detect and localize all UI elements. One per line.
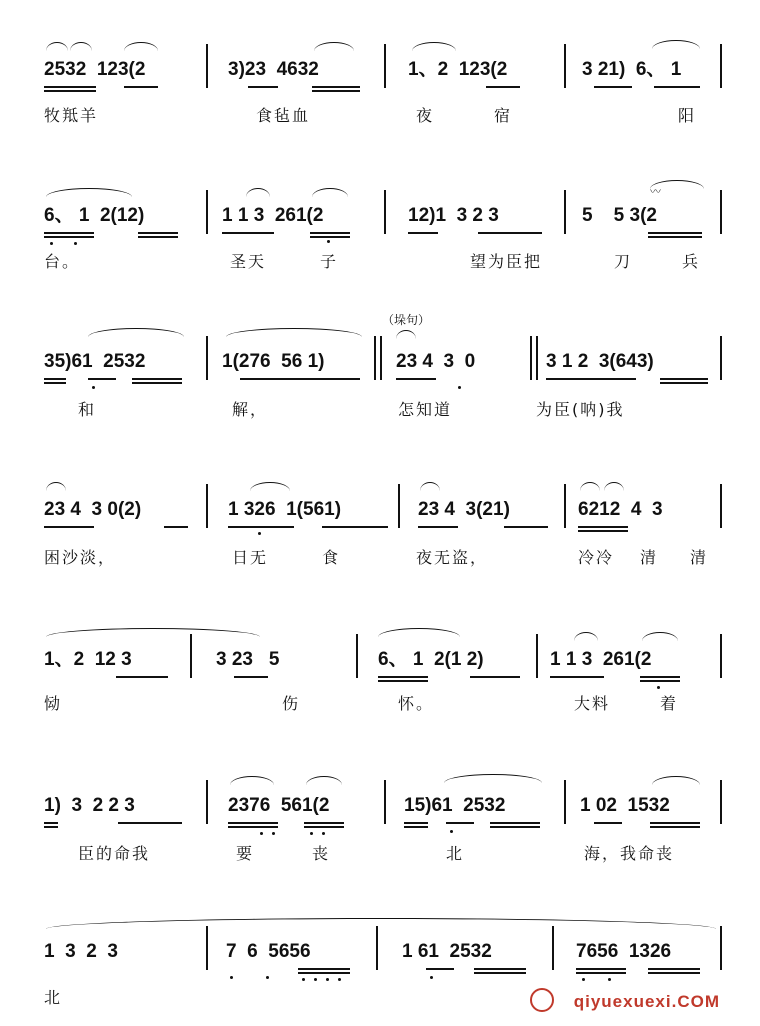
dot (314, 978, 317, 981)
barline (720, 190, 722, 234)
underline (248, 86, 278, 88)
barline (206, 336, 208, 380)
lyric: 食 (322, 548, 341, 567)
barline (720, 484, 722, 528)
lyric: 刀 (614, 252, 633, 271)
underline (304, 822, 344, 824)
lyric: 子 (320, 252, 339, 271)
barline (384, 190, 386, 234)
underline (404, 826, 428, 828)
underline (44, 90, 96, 92)
slur (250, 482, 290, 491)
underline (490, 822, 540, 824)
underline (504, 526, 548, 528)
dot (582, 978, 585, 981)
slur (46, 482, 66, 491)
underline (228, 822, 278, 824)
underline (578, 530, 628, 532)
slur (574, 632, 598, 641)
underline (640, 680, 680, 682)
slur (46, 42, 68, 51)
underline (576, 972, 626, 974)
barline (206, 44, 208, 88)
underline (404, 822, 428, 824)
slur (246, 188, 270, 197)
underline (650, 826, 700, 828)
barline (206, 484, 208, 528)
underline (44, 236, 94, 238)
slur (226, 328, 362, 337)
slur (46, 628, 260, 637)
underline (648, 236, 702, 238)
measure-3: 6、 1 2(1 2) (378, 649, 484, 670)
underline (408, 232, 438, 234)
underline (486, 86, 520, 88)
slur (70, 42, 92, 51)
lyric: 大料 (574, 694, 611, 713)
slur (312, 188, 348, 197)
underline (396, 378, 436, 380)
underline (654, 86, 700, 88)
barline (564, 190, 566, 234)
lyric: 夜无盗， (416, 548, 489, 567)
slur (652, 776, 700, 785)
underline (594, 822, 622, 824)
dot (326, 978, 329, 981)
dot (310, 832, 313, 835)
ornament-mark: 〰 (650, 185, 661, 198)
underline (474, 972, 526, 974)
underline (44, 826, 58, 828)
measure-2: 1(276 56 1) (222, 351, 325, 372)
underline (298, 968, 350, 970)
underline (132, 378, 182, 380)
slur (444, 774, 542, 783)
lyric: 为臣(呐)我 (536, 400, 625, 419)
lyric: 兵 (682, 252, 701, 271)
dot (430, 976, 433, 979)
underline (228, 526, 294, 528)
barline (720, 926, 722, 970)
underline (660, 378, 708, 380)
underline (44, 526, 94, 528)
measure-4: 3 21) 6、 1 (582, 59, 682, 80)
slur (306, 776, 342, 785)
measure-3: 12)1 3 2 3 (408, 205, 499, 226)
barline (536, 634, 538, 678)
dot (260, 832, 263, 835)
barline (206, 780, 208, 824)
underline (138, 232, 178, 234)
measure-4: 3 1 2 3(643) (546, 351, 654, 372)
lyric: 望为臣把 (470, 252, 543, 271)
underline (378, 680, 428, 682)
dot (338, 978, 341, 981)
dot (302, 978, 305, 981)
underline (222, 232, 274, 234)
dot (50, 242, 53, 245)
underline (490, 826, 540, 828)
measure-2: 3)23 4632 (228, 59, 319, 80)
barline (564, 44, 566, 88)
measure-4: 1 1 3 261(2 (550, 649, 652, 670)
slur (396, 330, 416, 339)
underline (470, 676, 520, 678)
measure-3: 1 61 2532 (402, 941, 492, 962)
dot (458, 386, 461, 389)
barline (190, 634, 192, 678)
measure-1: 2532 123(2 (44, 59, 146, 80)
underline (44, 382, 66, 384)
lyric: 清 (640, 548, 659, 567)
underline (650, 822, 700, 824)
measure-4: 5 5 3(2 (582, 205, 657, 226)
barline (380, 336, 382, 380)
lyric: 要 (236, 844, 255, 863)
lyric: 着 (660, 694, 679, 713)
underline (298, 972, 350, 974)
underline (660, 382, 708, 384)
underline (648, 972, 700, 974)
barline (398, 484, 400, 528)
barline (720, 780, 722, 824)
underline (474, 968, 526, 970)
underline (310, 236, 350, 238)
dot (92, 386, 95, 389)
barline (564, 484, 566, 528)
barline (384, 780, 386, 824)
underline (578, 526, 628, 528)
dot (258, 532, 261, 535)
slur (378, 628, 460, 637)
underline (44, 86, 96, 88)
measure-1: 1 3 2 3 (44, 941, 118, 962)
underline (478, 232, 542, 234)
lyric: 怎知道 (398, 400, 453, 419)
underline (234, 676, 268, 678)
dot (608, 978, 611, 981)
slur (124, 42, 158, 51)
slur (46, 918, 716, 929)
dot (74, 242, 77, 245)
lyric: 日无 (232, 548, 269, 567)
underline (116, 676, 168, 678)
underline (228, 826, 278, 828)
underline (88, 378, 116, 380)
barline (720, 336, 722, 380)
underline (132, 382, 182, 384)
measure-3: 1、2 123(2 (408, 59, 508, 80)
underline (44, 378, 66, 380)
underline (640, 676, 680, 678)
lyric: 台。 (44, 252, 81, 271)
lyric: 食毡血 (256, 106, 311, 125)
slur (652, 40, 700, 49)
measure-3: 23 4 3 0 (396, 351, 476, 372)
underline (648, 232, 702, 234)
underline (118, 822, 182, 824)
watermark: qiyuexuexi.COM (573, 992, 720, 1011)
dot (322, 832, 325, 835)
measure-1: 1、2 12 3 (44, 649, 132, 670)
lyric: 牧羝羊 (44, 106, 99, 125)
lyric: 恸 (44, 694, 63, 713)
barline (536, 336, 538, 380)
lyric: 困沙淡， (44, 548, 117, 567)
measure-3: 23 4 3(21) (418, 499, 510, 520)
lyric: 丧 (312, 844, 331, 863)
slur (642, 632, 678, 641)
barline (564, 780, 566, 824)
measure-1: 35)61 2532 (44, 351, 146, 372)
dot (272, 832, 275, 835)
lyric: 北 (44, 988, 63, 1007)
lyric: 夜 (416, 106, 435, 125)
lyric: 伤 (282, 694, 301, 713)
underline (378, 676, 428, 678)
slur (412, 42, 456, 51)
measure-4: 1 02 1532 (580, 795, 670, 816)
underline (426, 968, 454, 970)
lyric: 清 (690, 548, 709, 567)
barline (356, 634, 358, 678)
underline (124, 86, 158, 88)
slur (88, 328, 184, 337)
slur (314, 42, 354, 51)
dot (266, 976, 269, 979)
lyric: 臣的命我 (78, 844, 151, 863)
measure-2: 1 326 1(561) (228, 499, 342, 520)
underline (164, 526, 188, 528)
lyric: 怀。 (398, 694, 435, 713)
dot (230, 976, 233, 979)
underline (648, 968, 700, 970)
measure-1: 23 4 3 0(2) (44, 499, 142, 520)
barline (720, 634, 722, 678)
measure-2: 3 23 5 (216, 649, 280, 670)
barline (552, 926, 554, 970)
lyric: 阳 (678, 106, 697, 125)
barline (376, 926, 378, 970)
dot (327, 240, 330, 243)
lyric: 冷冷 (578, 548, 615, 567)
lyric: 和 (78, 400, 97, 419)
underline (446, 822, 474, 824)
lyric: 解， (232, 400, 269, 419)
slur (420, 482, 440, 491)
underline (594, 86, 632, 88)
logo-icon (530, 988, 554, 1012)
dot (657, 686, 660, 689)
barline (206, 190, 208, 234)
underline (44, 822, 58, 824)
measure-2: 2376 561(2 (228, 795, 330, 816)
underline (418, 526, 458, 528)
underline (44, 232, 94, 234)
underline (312, 86, 360, 88)
lyric: 海，我命丧 (584, 844, 675, 863)
slur (580, 482, 600, 491)
measure-2: 1 1 3 261(2 (222, 205, 324, 226)
measure-1: 6、 1 2(12) (44, 205, 145, 226)
barline (530, 336, 532, 380)
measure-3: 15)61 2532 (404, 795, 506, 816)
barline (374, 336, 376, 380)
measure-1: 1) 3 2 2 3 (44, 795, 135, 816)
underline (310, 232, 350, 234)
barline (384, 44, 386, 88)
section-annotation: （垛句） (382, 313, 431, 327)
slur (46, 188, 132, 197)
lyric: 宿 (494, 106, 513, 125)
measure-2: 7 6 5656 (226, 941, 311, 962)
underline (546, 378, 636, 380)
measure-4: 7656 1326 (576, 941, 672, 962)
lyric: 圣天 (230, 252, 267, 271)
underline (240, 378, 360, 380)
underline (138, 236, 178, 238)
lyric: 北 (446, 844, 465, 863)
underline (304, 826, 344, 828)
underline (576, 968, 626, 970)
dot (450, 830, 453, 833)
underline (322, 526, 388, 528)
barline (720, 44, 722, 88)
underline (312, 90, 360, 92)
slur (230, 776, 274, 785)
slur (604, 482, 624, 491)
barline (206, 926, 208, 970)
measure-4: 6212 4 3 (578, 499, 663, 520)
underline (550, 676, 604, 678)
